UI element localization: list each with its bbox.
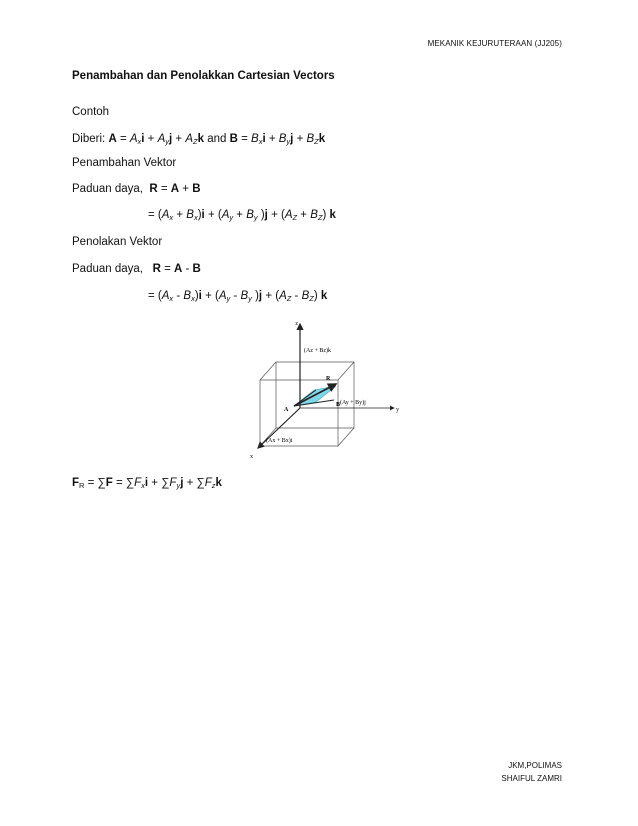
vector-addition-diagram xyxy=(236,318,406,460)
section-title: Penambahan dan Penolakkan Cartesian Vectors xyxy=(72,70,335,82)
vector-r-label: R xyxy=(326,376,331,382)
and-word: and xyxy=(207,133,227,145)
footer-author: SHAIFUL ZAMRI xyxy=(501,774,562,783)
addition-components-equation: = $(A_x + B_x)i + (A_y + B_y$ )$j + (A_Z + B_Z)$ k xyxy=(148,209,336,222)
subtraction-heading: Penolakan Vektor xyxy=(72,236,163,248)
addition-resultant-equation: Paduan daya, R = A + B xyxy=(72,183,201,195)
subtraction-components-equation: = $(A_x - B_x)i + (A_y - B_y$ )$j + (A_Z - B_Z)$ k xyxy=(148,290,328,303)
x-axis-label: x xyxy=(250,454,253,460)
footer-institution: JKM,POLIMAS xyxy=(508,761,562,770)
y-axis-label: y xyxy=(396,407,399,413)
z-axis-label: z xyxy=(295,321,298,327)
vector-a-label: A xyxy=(284,407,289,413)
resultant-label: Paduan daya, xyxy=(72,263,143,275)
subtraction-resultant-equation: Paduan daya, R = A - B xyxy=(72,263,201,275)
resultant-label: Paduan daya, xyxy=(72,183,143,195)
example-label: Contoh xyxy=(72,106,110,118)
vector-b-label: B xyxy=(336,402,341,408)
addition-heading: Penambahan Vektor xyxy=(72,157,177,169)
given-vectors-equation: Diberi: $A = A_xi + A_yj + A_Zk$ and $B = B_xi + B_yj + B_Zk$ xyxy=(72,133,326,146)
j-component-label: (Ay + By)j xyxy=(340,400,366,406)
resultant-force-equation: $F_R = \sum F = \sum F_xi + \sum F_yj + \sum F_zk$ xyxy=(72,477,222,490)
k-component-label: (Az + Bz)k xyxy=(304,348,332,354)
given-label: Diberi: xyxy=(72,133,106,145)
running-header: MEKANIK KEJURUTERAAN (JJ205) xyxy=(427,39,562,48)
i-component-label: (Ax + Bx)i xyxy=(266,438,293,444)
